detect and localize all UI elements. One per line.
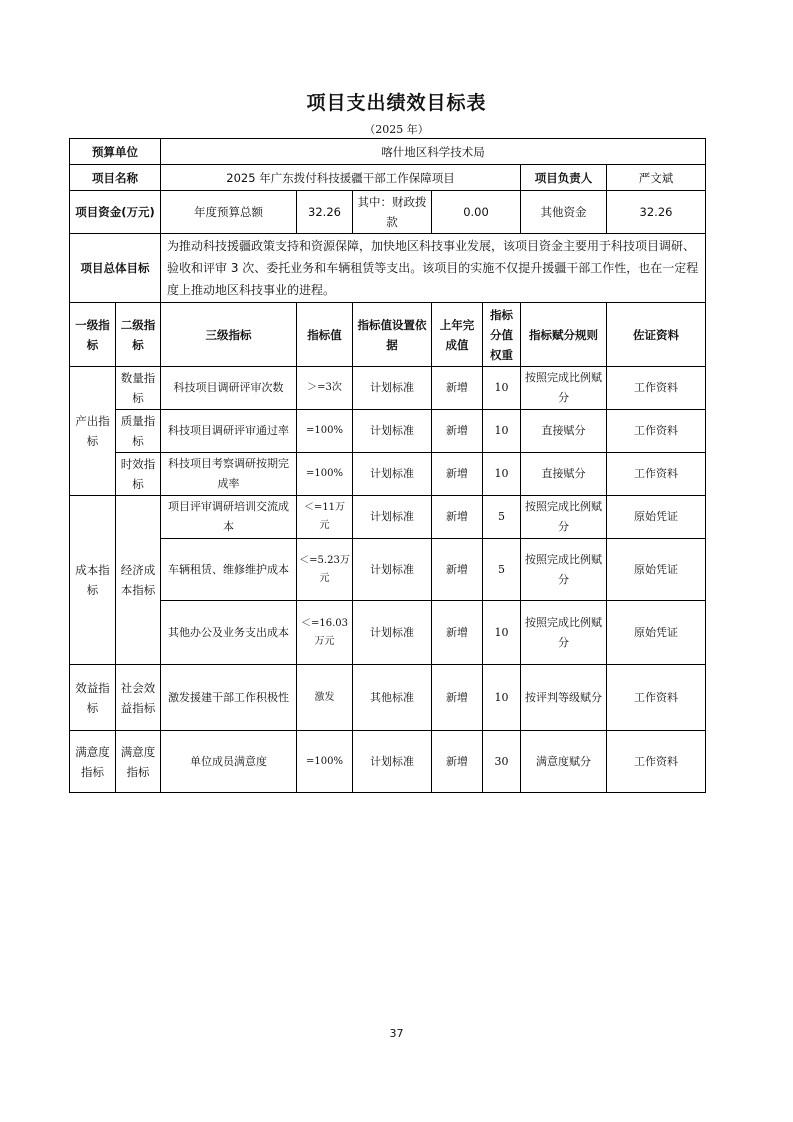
row-level3: 科技项目考察调研按期完成率 xyxy=(161,453,297,496)
table-row xyxy=(70,367,706,410)
table-row xyxy=(70,410,706,453)
row-weight: 5 xyxy=(483,496,521,539)
row-last-year: 新增 xyxy=(432,367,483,410)
row-last-year: 新增 xyxy=(432,410,483,453)
row-basis: 计划标准 xyxy=(353,453,432,496)
annual-total-label: 年度预算总额 xyxy=(161,191,297,234)
group-satisfaction: 满意度指标 xyxy=(70,731,116,793)
row-basis: 计划标准 xyxy=(353,601,432,665)
group-quality: 质量指标 xyxy=(116,410,161,453)
overall-goal-text: 为推动科技援疆政策支持和资源保障，加快地区科技事业发展，该项目资金主要用于科技项目调研、验收和评审 3 次、委托业务和车辆租赁等支出。该项目的实施不仅提升援疆干部工作性，也在一定程度上推动地区科技事业的进程。 xyxy=(161,234,706,303)
row-weight: 5 xyxy=(483,539,521,601)
row-rule: 按评判等级赋分 xyxy=(521,665,607,731)
header-basis: 指标值设置依据 xyxy=(353,303,432,367)
row-weight: 10 xyxy=(483,601,521,665)
annual-total-value: 32.26 xyxy=(297,191,353,234)
fiscal-value: 0.00 xyxy=(432,191,521,234)
row-last-year: 新增 xyxy=(432,601,483,665)
header-value: 指标值 xyxy=(297,303,353,367)
performance-table xyxy=(69,138,706,793)
other-fund-label: 其他资金 xyxy=(521,191,607,234)
row-rule: 直接赋分 xyxy=(521,453,607,496)
row-last-year: 新增 xyxy=(432,731,483,793)
row-evidence: 工作资料 xyxy=(607,453,706,496)
header-evidence: 佐证资料 xyxy=(607,303,706,367)
row-evidence: 工作资料 xyxy=(607,731,706,793)
row-level3: 项目评审调研培训交流成本 xyxy=(161,496,297,539)
row-level3: 科技项目调研评审次数 xyxy=(161,367,297,410)
row-weight: 10 xyxy=(483,665,521,731)
row-value: ＜=5.23万元 xyxy=(297,539,353,601)
row-level3: 科技项目调研评审通过率 xyxy=(161,410,297,453)
project-name-value: 2025 年广东拨付科技援疆干部工作保障项目 xyxy=(161,165,521,191)
header-weight: 指标分值权重 xyxy=(483,303,521,367)
row-last-year: 新增 xyxy=(432,496,483,539)
project-lead-label: 项目负责人 xyxy=(521,165,607,191)
row-level3: 车辆租赁、维修维护成本 xyxy=(161,539,297,601)
group-satisfaction2: 满意度指标 xyxy=(116,731,161,793)
row-evidence: 工作资料 xyxy=(607,367,706,410)
row-level3: 激发援建干部工作积极性 xyxy=(161,665,297,731)
row-evidence: 原始凭证 xyxy=(607,539,706,601)
row-weight: 10 xyxy=(483,410,521,453)
table-row xyxy=(70,539,706,601)
row-value: =100% xyxy=(297,453,353,496)
header-rule: 指标赋分规则 xyxy=(521,303,607,367)
row-evidence: 工作资料 xyxy=(607,665,706,731)
row-rule: 直接赋分 xyxy=(521,410,607,453)
header-level2: 二级指标 xyxy=(116,303,161,367)
group-output: 产出指标 xyxy=(70,367,116,496)
overall-goal-label: 项目总体目标 xyxy=(70,234,161,303)
group-social-benefit: 社会效益指标 xyxy=(116,665,161,731)
row-weight: 10 xyxy=(483,453,521,496)
row-weight: 10 xyxy=(483,367,521,410)
row-level3: 单位成员满意度 xyxy=(161,731,297,793)
row-basis: 计划标准 xyxy=(353,731,432,793)
row-value: =100% xyxy=(297,410,353,453)
row-last-year: 新增 xyxy=(432,665,483,731)
header-last-year: 上年完成值 xyxy=(432,303,483,367)
row-level3: 其他办公及业务支出成本 xyxy=(161,601,297,665)
project-fund-label: 项目资金(万元) xyxy=(70,191,161,234)
row-basis: 计划标准 xyxy=(353,410,432,453)
row-value: ＜=11万元 xyxy=(297,496,353,539)
budget-unit-value: 喀什地区科学技术局 xyxy=(161,139,706,165)
row-basis: 计划标准 xyxy=(353,539,432,601)
header-level3: 三级指标 xyxy=(161,303,297,367)
group-cost: 成本指标 xyxy=(70,496,116,665)
year-label: （2025 年） xyxy=(364,123,429,136)
row-basis: 计划标准 xyxy=(353,496,432,539)
header-level1: 一级指标 xyxy=(70,303,116,367)
fiscal-label: 其中：财政拨款 xyxy=(353,191,432,234)
table-row xyxy=(70,453,706,496)
page-number: 37 xyxy=(389,1027,404,1040)
row-last-year: 新增 xyxy=(432,453,483,496)
row-evidence: 原始凭证 xyxy=(607,601,706,665)
group-benefit: 效益指标 xyxy=(70,665,116,731)
row-rule: 满意度赋分 xyxy=(521,731,607,793)
budget-unit-label: 预算单位 xyxy=(70,139,161,165)
project-name-label: 项目名称 xyxy=(70,165,161,191)
row-rule: 按照完成比例赋分 xyxy=(521,367,607,410)
table-row xyxy=(70,731,706,793)
project-lead-value: 严文斌 xyxy=(607,165,706,191)
row-last-year: 新增 xyxy=(432,539,483,601)
row-evidence: 工作资料 xyxy=(607,410,706,453)
row-evidence: 原始凭证 xyxy=(607,496,706,539)
row-basis: 计划标准 xyxy=(353,367,432,410)
group-timeliness: 时效指标 xyxy=(116,453,161,496)
row-rule: 按照完成比例赋分 xyxy=(521,496,607,539)
row-rule: 按照完成比例赋分 xyxy=(521,601,607,665)
page-title: 项目支出绩效目标表 xyxy=(306,92,487,114)
row-basis: 其他标准 xyxy=(353,665,432,731)
row-weight: 30 xyxy=(483,731,521,793)
row-value: =100% xyxy=(297,731,353,793)
group-econ-cost: 经济成本指标 xyxy=(116,496,161,665)
row-value: ＞=3次 xyxy=(297,367,353,410)
table-row xyxy=(70,665,706,731)
table-row xyxy=(70,601,706,665)
table-row xyxy=(70,496,706,539)
row-value: ＜=16.03 万元 xyxy=(297,601,353,665)
row-value: 激发 xyxy=(297,665,353,731)
row-rule: 按照完成比例赋分 xyxy=(521,539,607,601)
group-quantity: 数量指标 xyxy=(116,367,161,410)
other-fund-value: 32.26 xyxy=(607,191,706,234)
